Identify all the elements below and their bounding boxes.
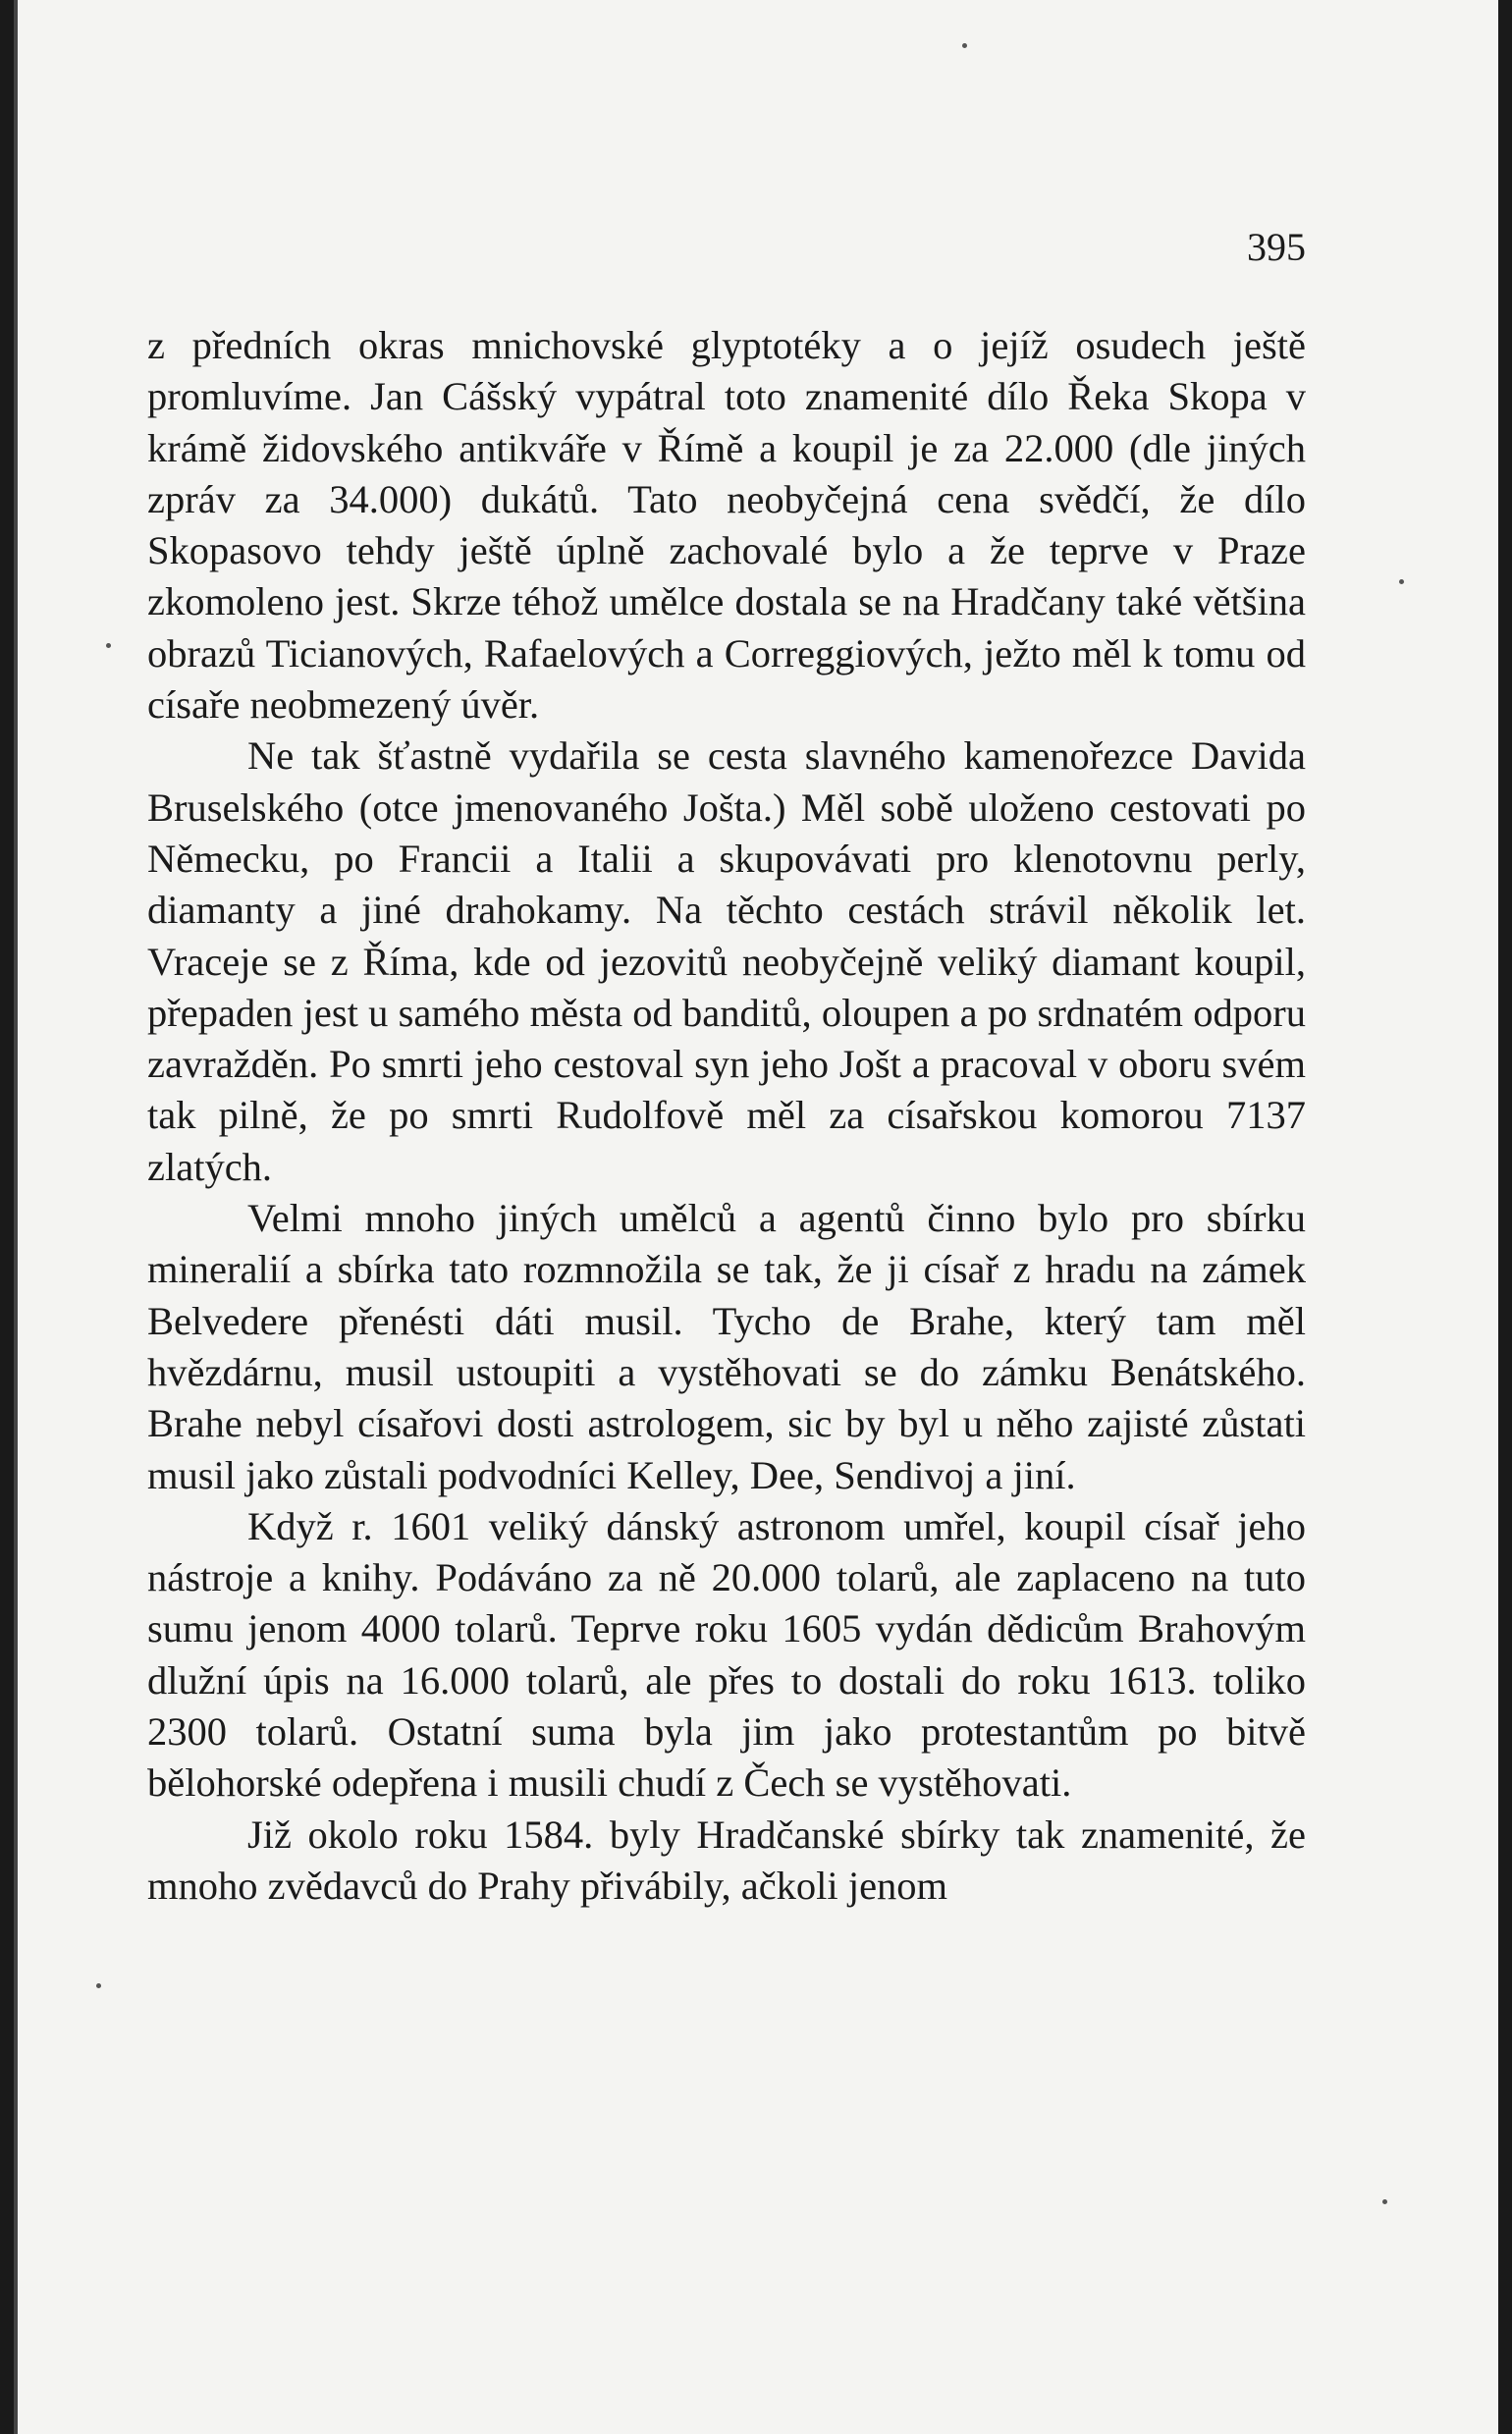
print-speck [1399, 579, 1404, 584]
page-edge-rule [14, 0, 18, 2434]
print-speck [1382, 2199, 1387, 2204]
paragraph-1: z předních okras mnichovské glyptotéky a o jejíž osudech ještě promluvíme. Jan Cášský vypátral toto znamenité dílo Řeka Skopa v krámě židovského antikváře v Římě a koupil je za 22.000 (dle jiných zpráv za 34.000) dukátů. Tato neobyčejná cena svědčí, že dílo Skopasovo tehdy ještě úplně zachovalé bylo a že teprve v Praze zkomoleno jest. Skrze téhož umělce dostala se na Hradčany také většina obrazů Ticianových, Rafaelových a Correggiových, ježto měl k tomu od císaře neobmezený úvěr. [147, 323, 1306, 728]
page-number: 395 [1247, 225, 1306, 269]
paragraph-3: Velmi mnoho jiných umělců a agentů činno bylo pro sbírku mineralií a sbírka tato rozmnožila se tak, že ji císař z hradu na zámek Belvedere přenésti dáti musil. Tycho de Brahe, který tam měl hvězdárnu, musil ustoupiti a vystěhovati se do zámku Benátského. Brahe nebyl císařovi dosti astrologem, sic by byl u něho zajisté zůstati musil jako zůstali podvodníci Kelley, Dee, Sendivoj a jiní. [147, 1196, 1306, 1497]
print-speck [962, 43, 967, 48]
print-speck [106, 643, 111, 648]
paragraph-2: Ne tak šťastně vydařila se cesta slavného kamenořezce Davida Bruselského (otce jmenovaného Jošta.) Měl sobě uloženo cestovati po Německu, po Francii a Italii a skupovávati pro klenotovnu perly, diamanty a jiné drahokamy. Na těchto cestách strávil několik let. Vraceje se z Říma, kde od jezovitů neobyčejně veliký diamant koupil, přepaden jest u samého města od banditů, oloupen a po srdnatém odporu zavražděn. Po smrti jeho cestoval syn jeho Jošt a pracoval v oboru svém tak pilně, že po smrti Rudolfově měl za císařskou komorou 7137 zlatých. [147, 733, 1306, 1189]
print-speck [96, 1983, 101, 1988]
book-page [14, 0, 1498, 2434]
body-text [147, 320, 1306, 1912]
paragraph-4: Když r. 1601 veliký dánský astronom umřel, koupil císař jeho nástroje a knihy. Podáváno za ně 20.000 tolarů, ale zaplaceno na tuto sumu jenom 4000 tolarů. Teprve roku 1605 vydán dědicům Brahovým dlužní úpis na 16.000 tolarů, ale přes to dostali do roku 1613. toliko 2300 tolarů. Ostatní suma byla jim jako protestantům po bitvě bělohorské odepřena i musili chudí z Čech se vystěhovati. [147, 1503, 1306, 1806]
paragraph-5: Již okolo roku 1584. byly Hradčanské sbírky tak znamenité, že mnoho zvědavců do Prahy přivábily, ačkoli jenom [147, 1812, 1306, 1908]
